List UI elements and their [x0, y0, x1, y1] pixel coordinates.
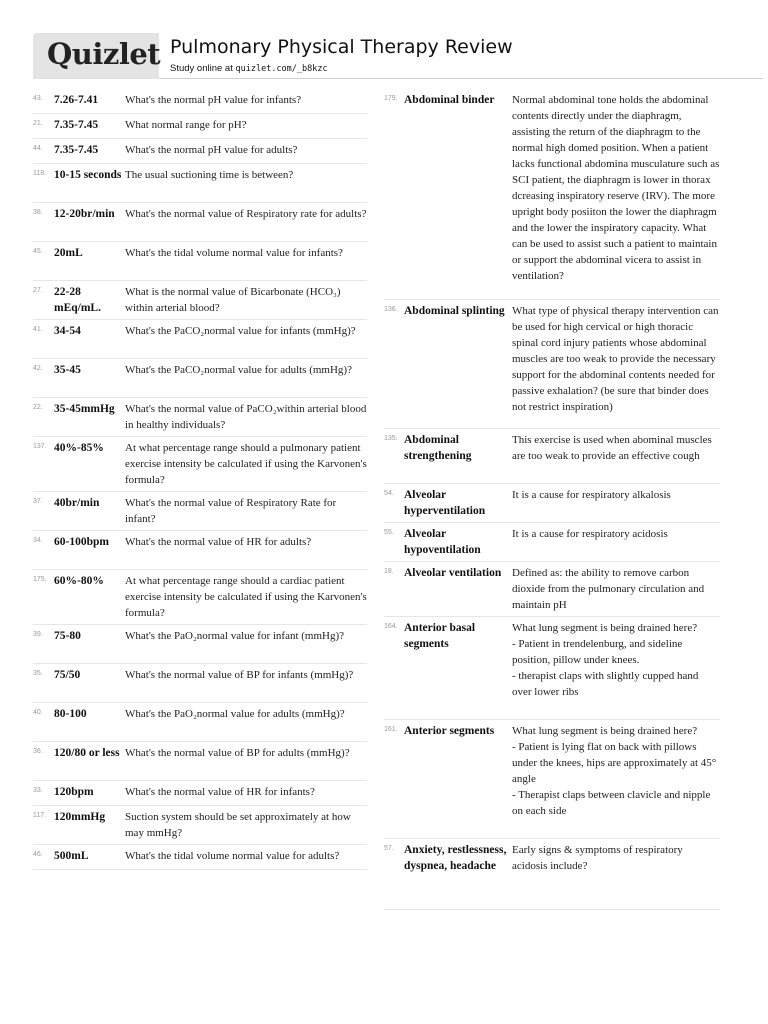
card-term: 7.26-7.41 — [54, 94, 99, 106]
card-row — [33, 703, 367, 742]
card-definition: What normal range for pH? — [125, 119, 247, 131]
card-number: 117. — [33, 812, 47, 819]
card-number: 35. — [33, 670, 43, 677]
card-row — [33, 114, 367, 139]
card-term: Abdominal binder — [404, 94, 495, 106]
card-number: 38. — [33, 209, 43, 216]
card-number: 33. — [33, 787, 43, 794]
card-row — [33, 845, 367, 870]
card-term: 120/80 or less — [54, 747, 120, 759]
card-number: 27. — [33, 287, 43, 294]
card-row — [33, 320, 367, 359]
card-number: 39. — [33, 631, 43, 638]
card-row — [384, 523, 720, 562]
card-number: 37. — [33, 498, 43, 505]
card-definition: What's the PaO₂normal value for adults (mmHg)? — [125, 708, 345, 720]
card-number: 42. — [33, 365, 43, 372]
card-term: 40%-85% — [54, 442, 104, 454]
card-definition: What's the tidal volume normal value for adults? — [125, 850, 340, 862]
card-number: 179. — [384, 95, 398, 102]
card-definition: What's the normal pH value for adults? — [125, 144, 298, 156]
card-term: 120bpm — [54, 786, 94, 798]
card-term: Alveolar hyperventilation — [404, 489, 486, 517]
card-row — [33, 281, 367, 320]
card-definition: This exercise is used when abominal muscles are too weak to provide an effective cough — [512, 434, 712, 462]
card-row — [33, 664, 367, 703]
card-number: 36. — [33, 748, 43, 755]
card-term: 60-100bpm — [54, 536, 109, 548]
card-number: 43. — [33, 95, 43, 102]
card-definition: What's the normal value of Respiratory rate for adults? — [125, 208, 367, 220]
card-definition: What's the normal value of HR for infants? — [125, 786, 315, 798]
card-term: 35-45mmHg — [54, 403, 115, 415]
study-online-line — [170, 63, 328, 74]
card-term: 40br/min — [54, 497, 100, 509]
study-url-link[interactable]: quizlet.com/_b8kzc — [235, 64, 328, 74]
card-term: 120mmHg — [54, 811, 106, 823]
card-term: Anxiety, restlessness, dyspnea, headache — [404, 844, 507, 872]
card-definition: What's the PaCO₂normal value for infants (mmHg)? — [125, 325, 356, 337]
card-row — [33, 203, 367, 242]
card-row — [33, 242, 367, 281]
card-definition: Normal abdominal tone holds the abdominal contents directly under the diaphragm, assisting the return of the diaphragm to the normal high domed position. When a patient lacks functional abdomina musculature such as SCI patient, the diaphragm is lower in thorax dcreasing inspiratory reserve (IRV). The more upright body posiiton the lower the diaphragm and the lower the inspiratory capacity. What can be used to assist such a patient to maintain or support the abdominal vicera to assist in ventilation? — [512, 94, 720, 282]
card-number: 118. — [33, 170, 47, 177]
card-term: 80-100 — [54, 708, 87, 720]
card-term: Anterior basal segments — [404, 622, 476, 650]
card-definition: Defined as: the ability to remove carbon dioxide from the pulmonary circulation and maintain pH — [512, 567, 705, 611]
card-row — [33, 492, 367, 531]
subtitle-prefix: Study online at — [170, 63, 236, 74]
card-term: Alveolar ventilation — [404, 567, 502, 579]
card-definition: What's the normal value of BP for infants (mmHg)? — [125, 669, 354, 681]
card-definition: Early signs & symptoms of respiratory acidosis include? — [512, 844, 683, 872]
card-definition: What's the normal value of Respiratory Rate for infant? — [125, 497, 337, 525]
card-row — [384, 839, 720, 910]
card-term: 12-20br/min — [54, 208, 115, 220]
card-definition: What's the normal pH value for infants? — [125, 94, 302, 106]
card-row — [384, 429, 720, 484]
card-term: 34-54 — [54, 325, 81, 337]
card-term: Anterior segments — [404, 725, 495, 737]
card-number: 45. — [33, 248, 43, 255]
card-term: 7.35-7.45 — [54, 119, 99, 131]
card-term: 60%-80% — [54, 575, 104, 587]
card-row — [33, 531, 367, 570]
card-row — [33, 359, 367, 398]
card-number: 161. — [384, 726, 398, 733]
card-definition: What's the PaO₂normal value for infant (mmHg)? — [125, 630, 345, 642]
card-number: 164. — [384, 623, 398, 630]
header-divider — [159, 78, 763, 79]
card-term: 7.35-7.45 — [54, 144, 99, 156]
card-number: 22. — [33, 404, 43, 411]
card-row — [384, 562, 720, 617]
card-number: 21. — [33, 120, 43, 127]
card-number: 135. — [384, 435, 398, 442]
card-row — [33, 625, 367, 664]
quizlet-logo[interactable] — [33, 33, 159, 79]
card-definition: Suction system should be set approximately at how may mmHg? — [125, 811, 351, 839]
card-definition: What's the tidal volume normal value for infants? — [125, 247, 343, 259]
card-row — [33, 806, 367, 845]
card-row — [384, 617, 720, 720]
logo-text: Quizlet — [47, 37, 161, 71]
card-number: 136. — [384, 306, 398, 313]
card-number: 18. — [384, 568, 394, 575]
card-number: 54. — [384, 490, 394, 497]
card-number: 137. — [33, 443, 47, 450]
card-term: 35-45 — [54, 364, 81, 376]
card-definition: What is the normal value of Bicarbonate (HCO₃) within arterial blood? — [125, 286, 341, 314]
card-term: 10-15 seconds — [54, 169, 122, 181]
card-row — [33, 437, 367, 492]
card-row — [33, 742, 367, 781]
card-definition: It is a cause for respiratory alkalosis — [512, 489, 671, 501]
card-row — [384, 720, 720, 839]
card-definition: What's the normal value of HR for adults? — [125, 536, 312, 548]
card-number: 55. — [384, 529, 394, 536]
card-row — [33, 139, 367, 164]
card-number: 46. — [33, 851, 43, 858]
card-term: 75-80 — [54, 630, 81, 642]
card-number: 57. — [384, 845, 394, 852]
page-title: Pulmonary Physical Therapy Review — [170, 36, 513, 58]
card-term: 22-28 mEq/mL. — [54, 286, 101, 314]
card-definition: What lung segment is being drained here? - Patient in trendelenburg, and sideline position, pillow under knees. - therapist claps with slightly cupped hand over lower ribs — [512, 622, 699, 698]
card-number: 44. — [33, 145, 43, 152]
card-definition: What's the normal value of PaCO₂within arterial blood in healthy individuals? — [125, 403, 367, 431]
card-row — [384, 89, 720, 300]
header — [33, 33, 763, 81]
card-definition: At what percentage range should a cardiac patient exercise intensity be calculated if using the Karvonen's formula? — [125, 575, 367, 619]
card-row — [33, 781, 367, 806]
card-number: 175. — [33, 576, 47, 583]
card-number: 40. — [33, 709, 43, 716]
card-row — [384, 484, 720, 523]
card-definition: The usual suctioning time is between? — [125, 169, 294, 181]
left-card-list — [33, 89, 367, 870]
card-definition: What's the PaCO₂normal value for adults (mmHg)? — [125, 364, 352, 376]
card-row — [33, 570, 367, 625]
card-term: 500mL — [54, 850, 89, 862]
right-card-list — [384, 89, 720, 910]
card-definition: What type of physical therapy intervention can be used for high cervical or high thoracic spinal cord injury patients whose abdominal muscles are too weak to provide the necessary support for the abdominal contents needed for passive exhalation? (be sure that binder does not restrict inspiration) — [512, 305, 719, 413]
card-term: Abdominal splinting — [404, 305, 505, 317]
card-row — [33, 398, 367, 437]
card-term: Alveolar hypoventilation — [404, 528, 481, 556]
card-row — [33, 164, 367, 203]
card-definition: What lung segment is being drained here? - Patient is lying flat on back with pillows under the knees, hips are approximately at 45° angle - Therapist claps between clavicle and nipple on each side — [512, 725, 717, 817]
card-term: 20mL — [54, 247, 83, 259]
card-row — [384, 300, 720, 429]
card-number: 41. — [33, 326, 43, 333]
card-row — [33, 89, 367, 114]
card-number: 34. — [33, 537, 43, 544]
card-definition: What's the normal value of BP for adults (mmHg)? — [125, 747, 350, 759]
card-term: 75/50 — [54, 669, 81, 681]
card-definition: It is a cause for respiratory acidosis — [512, 528, 668, 540]
card-term: Abdominal strengthening — [404, 434, 472, 462]
card-definition: At what percentage range should a pulmonary patient exercise intensity be calculated if using the Karvonen's formula? — [125, 442, 367, 486]
